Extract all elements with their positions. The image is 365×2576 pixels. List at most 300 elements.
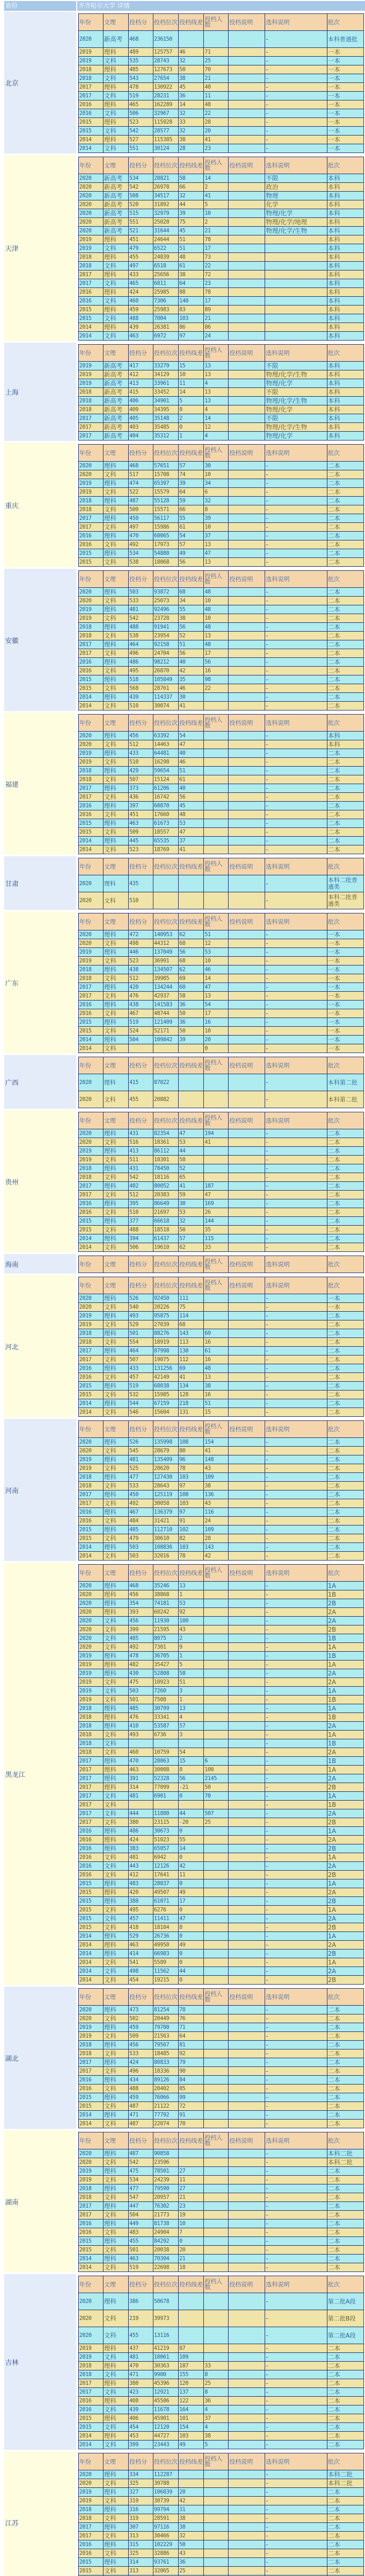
cell-line-diff: 58 — [179, 174, 204, 183]
cell-rank: 21595 — [153, 1625, 178, 1634]
cell-subject-req: - — [265, 767, 327, 775]
table-row — [79, 2102, 364, 2111]
cell-score: 418 — [129, 1923, 153, 1932]
table-row — [79, 1836, 364, 1844]
table-row — [79, 1001, 364, 1009]
column-header-rank: 投档位次 — [153, 715, 178, 732]
cell-note — [229, 1364, 265, 1373]
cell-batch: 二本 — [327, 2441, 363, 2449]
cell-line-diff: 1 — [179, 1696, 204, 1704]
cell-score: 568 — [129, 684, 153, 693]
cell-batch: 二本 — [327, 758, 363, 767]
cell-line-diff: 41 — [179, 845, 204, 854]
cell-year: 2015 — [79, 1217, 103, 1226]
column-header-year: 年份 — [79, 157, 103, 174]
cell-batch: 二本 — [327, 2167, 363, 2176]
table-row — [79, 558, 364, 567]
cell-batch: 二本 — [327, 2558, 363, 2567]
cell-batch: 二本 — [327, 1399, 363, 1408]
cell-rank — [153, 1801, 178, 1809]
cell-line-diff: 57 — [179, 1722, 204, 1731]
cell-batch: 二本 — [327, 784, 363, 793]
cell-track: 文科 — [103, 144, 128, 153]
table-row — [79, 135, 364, 144]
cell-subject-req: - — [265, 2219, 327, 2228]
cell-batch: 二本 — [327, 2344, 363, 2353]
table-row — [79, 2344, 364, 2353]
cell-batch: 二本 — [327, 2006, 363, 2014]
cell-score: 467 — [129, 1508, 153, 1517]
table-row — [79, 640, 364, 649]
cell-rank: 105849 — [153, 675, 178, 684]
cell-batch: 2A — [327, 1862, 363, 1871]
cell-score: 479 — [129, 244, 153, 253]
cell-note — [229, 2514, 265, 2523]
cell-batch: 二本 — [327, 2193, 363, 2202]
cell-line-diff: 25 — [179, 2567, 204, 2575]
cell-line-diff: 36 — [179, 92, 204, 100]
cell-track: 理科 — [103, 948, 128, 957]
cell-score: 327 — [129, 2488, 153, 2497]
cell-rank: 26870 — [153, 667, 178, 675]
cell-admit-count — [204, 2193, 229, 2202]
cell-track: 理科 — [103, 497, 128, 505]
table-row — [79, 57, 364, 65]
cell-batch: 本科 — [327, 227, 363, 235]
cell-track: 文科 — [103, 684, 128, 693]
cell-year: 2016 — [79, 802, 103, 810]
cell-line-diff: 35 — [179, 675, 204, 684]
cell-admit-count — [204, 1888, 229, 1897]
cell-track: 文科 — [103, 1617, 128, 1625]
cell-admit-count: 47 — [204, 983, 229, 992]
cell-note — [229, 1027, 265, 1036]
table-header-row — [79, 858, 364, 875]
cell-track: 文科 — [103, 939, 128, 948]
cell-batch: 二本 — [327, 1226, 363, 1234]
cell-rank: 34517 — [153, 192, 178, 200]
cell-line-diff: 41 — [179, 1182, 204, 1191]
column-header-batch: 批次 — [327, 1989, 363, 2006]
cell-score: 551 — [129, 144, 153, 153]
cell-admit-count: 5 — [204, 2441, 229, 2449]
cell-line-diff: 40 — [179, 658, 204, 667]
cell-score: 436 — [129, 793, 153, 802]
cell-subject-req: - — [265, 1704, 327, 1713]
column-header-rank: 投档位次 — [153, 2132, 178, 2149]
cell-score: 413 — [129, 1147, 153, 1156]
cell-year: 2014 — [79, 144, 103, 153]
cell-score: 464 — [129, 640, 153, 649]
admission-score-table — [78, 714, 364, 854]
cell-line-diff: 71 — [179, 2023, 204, 2032]
cell-batch: 二本 — [327, 597, 363, 605]
cell-subject-req: - — [265, 127, 327, 135]
cell-admit-count — [204, 1862, 229, 1871]
cell-note — [229, 2014, 265, 2023]
cell-note — [229, 2111, 265, 2120]
cell-track: 理科 — [103, 675, 128, 684]
cell-rank: 12126 — [153, 1862, 178, 1871]
cell-subject-req: - — [265, 1027, 327, 1036]
cell-year: 2016 — [79, 2405, 103, 2414]
cell-admit-count — [204, 2219, 229, 2228]
cell-admit-count: 4 — [204, 379, 229, 388]
cell-rank: 6276 — [153, 1906, 178, 1914]
cell-line-diff — [179, 2293, 204, 2310]
cell-admit-count: 73 — [204, 253, 229, 262]
cell-admit-count — [204, 2514, 229, 2523]
cell-subject-req: - — [265, 2414, 327, 2423]
cell-admit-count: 78 — [204, 235, 229, 244]
cell-line-diff: 72 — [179, 2102, 204, 2111]
table-row — [79, 632, 364, 640]
cell-batch: 二本 — [327, 2184, 363, 2193]
cell-admit-count: 16 — [204, 1018, 229, 1027]
table-row — [79, 183, 364, 192]
cell-subject-req: - — [265, 523, 327, 532]
cell-batch: 二本 — [327, 2228, 363, 2237]
table-row — [79, 1792, 364, 1801]
cell-note — [229, 1748, 265, 1757]
cell-score: 516 — [129, 1138, 153, 1147]
cell-year: 2020 — [79, 200, 103, 209]
cell-track: 文科 — [103, 558, 128, 567]
cell-year: 2015 — [79, 2567, 103, 2575]
table-row — [79, 209, 364, 218]
cell-track: 理科 — [103, 462, 128, 470]
cell-rank: 7306 — [153, 297, 178, 306]
cell-line-diff: 56 — [179, 623, 204, 632]
cell-line-diff: 0 — [179, 2237, 204, 2246]
cell-line-diff: 97 — [179, 1508, 204, 1517]
cell-admit-count — [204, 845, 229, 854]
cell-line-diff: 86 — [179, 323, 204, 332]
cell-batch: 二本 — [327, 558, 363, 567]
cell-note — [229, 397, 265, 405]
cell-batch: 二本 — [327, 505, 363, 514]
table-row — [79, 2219, 364, 2228]
cell-track: 理科 — [103, 819, 128, 828]
cell-note — [229, 614, 265, 623]
cell-admit-count: 13 — [204, 397, 229, 405]
cell-subject-req: - — [265, 1138, 327, 1147]
cell-admit-count: 40 — [204, 83, 229, 92]
cell-admit-count — [204, 2523, 229, 2532]
cell-score: 393 — [129, 1608, 153, 1617]
cell-rank: 88276 — [153, 1329, 178, 1338]
cell-batch: 本科 — [327, 370, 363, 379]
table-header-row — [79, 571, 364, 588]
cell-score: 397 — [129, 802, 153, 810]
cell-track: 文科 — [103, 1517, 128, 1526]
cell-batch: 本科二批普通类 — [327, 875, 363, 892]
cell-note — [229, 1879, 265, 1888]
cell-track: 理科 — [103, 2184, 128, 2193]
cell-batch: 二本 — [327, 2488, 363, 2497]
cell-note — [229, 1517, 265, 1526]
cell-rank: 45506 — [153, 2397, 178, 2405]
cell-score: 465 — [129, 279, 153, 288]
cell-track: 文科 — [103, 957, 128, 965]
cell-score: 459 — [129, 2093, 153, 2102]
cell-track: 文科 — [103, 810, 128, 819]
cell-track: 理科 — [103, 1836, 128, 1844]
cell-line-diff — [179, 2479, 204, 2488]
cell-note — [229, 2397, 265, 2405]
cell-line-diff: 53 — [179, 1599, 204, 1608]
cell-admit-count: 14 — [204, 974, 229, 983]
column-header-admit-count: 投档人数 — [204, 571, 229, 588]
cell-year: 2016 — [79, 2549, 103, 2558]
cell-rank: 17973 — [153, 540, 178, 549]
cell-subject-req: - — [265, 1534, 327, 1543]
cell-note — [229, 2575, 265, 2576]
table-row — [79, 1652, 364, 1660]
cell-score: 463 — [129, 332, 153, 341]
column-header-subject-req: 选科说明 — [265, 715, 327, 732]
province-name: 福建 — [4, 713, 76, 855]
cell-rank: 131256 — [153, 1364, 178, 1373]
cell-subject-req: 物理/化学/生物 — [265, 397, 327, 405]
cell-note — [229, 939, 265, 948]
cell-score: 518 — [129, 675, 153, 684]
cell-track: 文科 — [103, 1447, 128, 1455]
column-header-subject-req: 选科说明 — [265, 1057, 327, 1074]
cell-score: 551 — [129, 218, 153, 227]
cell-batch: 二本 — [327, 2032, 363, 2041]
cell-note — [229, 810, 265, 819]
cell-score: 483 — [129, 2228, 153, 2237]
cell-track: 理科 — [103, 605, 128, 614]
cell-year: 2017 — [79, 1490, 103, 1499]
cell-batch: 本科 — [327, 314, 363, 323]
column-header-subject-req: 选科说明 — [265, 1112, 327, 1129]
cell-year: 2020 — [79, 218, 103, 227]
cell-rank: 67159 — [153, 1399, 178, 1408]
cell-admit-count: 38 — [204, 1482, 229, 1490]
table-row — [79, 279, 364, 288]
cell-year: 2016 — [79, 810, 103, 819]
column-header-score: 投档分 — [129, 571, 153, 588]
table-row — [79, 2049, 364, 2058]
cell-track: 理科 — [103, 693, 128, 702]
cell-batch: 1A — [327, 1853, 363, 1862]
cell-admit-count — [204, 802, 229, 810]
cell-rank: 30673 — [153, 1827, 178, 1836]
table-row — [79, 1482, 364, 1490]
cell-rank: 76302 — [153, 2202, 178, 2211]
cell-line-diff: 218 — [179, 1399, 204, 1408]
cell-batch: 二本 — [327, 1338, 363, 1347]
cell-batch: 一本 — [327, 48, 363, 57]
cell-subject-req: - — [265, 2558, 327, 2567]
cell-subject-req: - — [265, 1217, 327, 1226]
cell-year: 2014 — [79, 2441, 103, 2449]
cell-year: 2017 — [79, 793, 103, 802]
cell-subject-req: - — [265, 1783, 327, 1792]
cell-batch: 第二批B段 — [327, 2310, 363, 2327]
column-header-year: 年份 — [79, 345, 103, 362]
table-row — [79, 1950, 364, 1958]
cell-track: 文科 — [103, 2567, 128, 2575]
table-row — [79, 488, 364, 497]
cell-batch: 一本 — [327, 939, 363, 948]
cell-note — [229, 597, 265, 605]
cell-score: 540 — [129, 1303, 153, 1312]
table-row — [79, 1044, 364, 1053]
cell-line-diff: -20 — [179, 1818, 204, 1827]
column-header-batch: 批次 — [327, 913, 363, 930]
table-row — [79, 2111, 364, 2120]
cell-note — [229, 1617, 265, 1625]
cell-subject-req: - — [265, 1303, 327, 1312]
cell-line-diff: 80 — [179, 1447, 204, 1455]
cell-subject-req: - — [265, 2111, 327, 2120]
table-row — [79, 1156, 364, 1164]
cell-year: 2014 — [79, 1932, 103, 1941]
cell-year: 2017 — [79, 1792, 103, 1801]
cell-rank: 74181 — [153, 1599, 178, 1608]
cell-admit-count: 16 — [204, 667, 229, 675]
table-row — [79, 1599, 364, 1608]
cell-rank: 82354 — [153, 1129, 178, 1138]
cell-track: 文科 — [103, 1499, 128, 1508]
cell-track: 文科 — [103, 2067, 128, 2076]
cell-rank: 63392 — [153, 732, 178, 740]
cell-track: 文科 — [103, 279, 128, 288]
cell-note — [229, 758, 265, 767]
cell-track: 理科 — [103, 2344, 128, 2353]
cell-admit-count: 10 — [204, 1027, 229, 1036]
cell-rank: 91941 — [153, 623, 178, 632]
cell-batch — [327, 2575, 363, 2576]
cell-subject-req: - — [265, 2049, 327, 2058]
cell-note — [229, 1164, 265, 1173]
cell-rank: 36705 — [153, 1652, 178, 1660]
table-row — [79, 288, 364, 297]
cell-track: 文科 — [103, 1643, 128, 1652]
cell-rank: 127430 — [153, 1473, 178, 1482]
cell-batch: 二本 — [327, 540, 363, 549]
table-row — [79, 588, 364, 597]
cell-line-diff: 66 — [179, 505, 204, 514]
cell-rank: 52328 — [153, 1774, 178, 1783]
cell-rank: 11411 — [153, 1914, 178, 1923]
cell-batch: 二本 — [327, 1173, 363, 1182]
table-row — [79, 1827, 364, 1836]
cell-score: 423 — [129, 2388, 153, 2397]
cell-admit-count — [204, 758, 229, 767]
cell-subject-req: - — [265, 1338, 327, 1347]
cell-score: 523 — [129, 845, 153, 854]
cell-year: 2017 — [79, 1355, 103, 1364]
cell-track: 文科 — [103, 1243, 128, 1252]
cell-year: 2020 — [79, 2149, 103, 2158]
column-header-note: 投档说明 — [229, 913, 265, 930]
cell-line-diff: 0 — [179, 1976, 204, 1985]
cell-note — [229, 1147, 265, 1156]
cell-subject-req: - — [265, 1226, 327, 1234]
cell-score: 477 — [129, 1473, 153, 1482]
cell-rank: 20226 — [153, 1303, 178, 1312]
cell-batch: 2A — [327, 1669, 363, 1678]
cell-line-diff: 111 — [179, 1294, 204, 1303]
column-header-rank: 投档位次 — [153, 1112, 178, 1129]
cell-track: 文科 — [103, 1208, 128, 1217]
cell-track: 文科 — [103, 1464, 128, 1473]
cell-year: 2014 — [79, 1543, 103, 1552]
table-row — [79, 31, 364, 48]
cell-admit-count — [204, 1914, 229, 1923]
cell-subject-req: - — [265, 514, 327, 523]
cell-score: 434 — [129, 2076, 153, 2084]
cell-track: 理科 — [103, 1294, 128, 1303]
cell-track: 文科 — [103, 649, 128, 658]
cell-track: 理科 — [103, 2488, 128, 2497]
table-row — [79, 658, 364, 667]
cell-subject-req: - — [265, 1382, 327, 1391]
cell-year: 2019 — [79, 48, 103, 57]
cell-subject-req: - — [265, 1455, 327, 1464]
cell-note — [229, 675, 265, 684]
table-row — [79, 1164, 364, 1173]
cell-rank: 28837 — [153, 1879, 178, 1888]
cell-track: 理科 — [103, 2058, 128, 2067]
cell-batch: 1A — [327, 1958, 363, 1967]
cell-score — [129, 1044, 153, 1053]
cell-subject-req — [265, 244, 327, 253]
cell-year: 2018 — [79, 974, 103, 983]
table-row — [79, 1234, 364, 1243]
cell-rank: 6811 — [153, 279, 178, 288]
cell-score: 497 — [129, 262, 153, 270]
province-block — [4, 1275, 365, 1417]
cell-rank: 36991 — [153, 957, 178, 965]
cell-admit-count: 98 — [204, 675, 229, 684]
table-row — [79, 144, 364, 153]
cell-admit-count — [204, 793, 229, 802]
cell-year: 2017 — [79, 784, 103, 793]
cell-subject-req: - — [265, 2293, 327, 2310]
cell-track: 新高考 — [103, 370, 128, 379]
cell-score: 420 — [129, 1888, 153, 1897]
cell-note — [229, 2488, 265, 2497]
cell-note — [229, 1543, 265, 1552]
cell-subject-req: - — [265, 2370, 327, 2379]
column-header-score: 投档分 — [129, 1112, 153, 1129]
table-row — [79, 2006, 364, 2014]
cell-note — [229, 2310, 265, 2327]
cell-note — [229, 793, 265, 802]
cell-admit-count — [204, 828, 229, 837]
cell-score: 495 — [129, 1906, 153, 1914]
cell-line-diff: 21 — [179, 2193, 204, 2202]
column-header-track: 文理 — [103, 1565, 128, 1582]
cell-subject-req — [265, 297, 327, 306]
table-row — [79, 2246, 364, 2255]
cell-line-diff: 54 — [179, 532, 204, 540]
cell-subject-req: - — [265, 640, 327, 649]
cell-line-diff: 109 — [179, 2353, 204, 2362]
cell-note — [229, 144, 265, 153]
cell-track: 文科 — [103, 505, 128, 514]
cell-subject-req: - — [265, 1757, 327, 1766]
cell-subject-req: - — [265, 749, 327, 758]
cell-line-diff: 103 — [179, 1473, 204, 1482]
cell-note — [229, 1408, 265, 1417]
cell-year: 2016 — [79, 667, 103, 675]
